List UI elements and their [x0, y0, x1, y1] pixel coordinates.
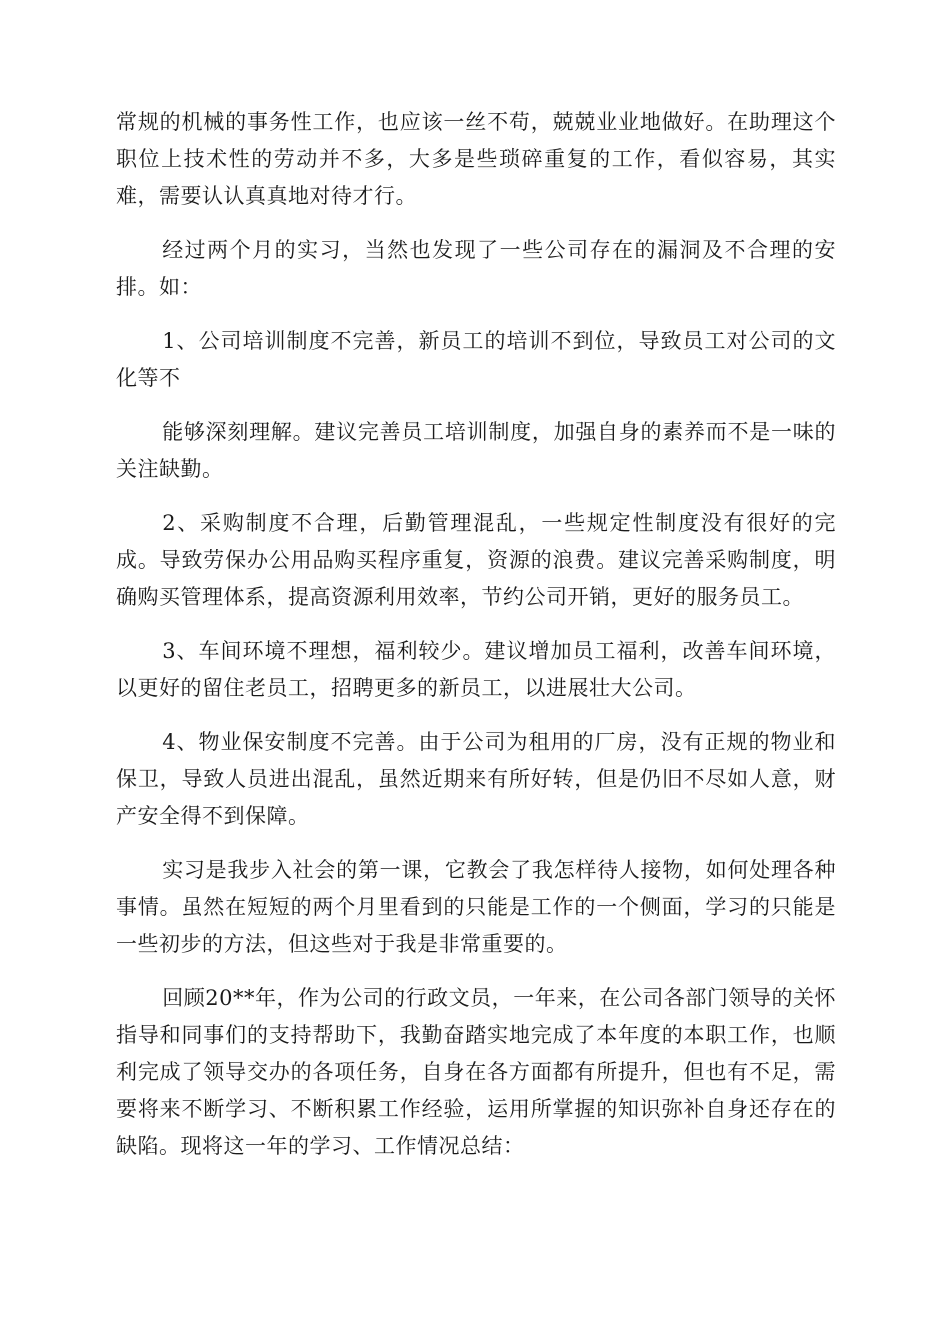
paragraph: 经过两个月的实习，当然也发现了一些公司存在的漏洞及不合理的安排。如：: [116, 238, 836, 299]
paragraph: 常规的机械的事务性工作，也应该一丝不苟，兢兢业业地做好。在助理这个职位上技术性的劳动并不多，大多是些琐碎重复的工作，看似容易，其实难，需要认认真真地对待才行。: [116, 110, 836, 208]
paragraph: 实习是我步入社会的第一课，它教会了我怎样待人接物，如何处理各种事情。虽然在短短的两个月里看到的只能是工作的一个侧面，学习的只能是一些初步的方法，但这些对于我是非常重要的。: [116, 858, 836, 956]
paragraph: 3、车间环境不理想，福利较少。建议增加员工福利，改善车间环境，以更好的留住老员工，招聘更多的新员工，以进展壮大公司。: [116, 639, 836, 700]
paragraph: 1、公司培训制度不完善，新员工的培训不到位，导致员工对公司的文化等不: [116, 329, 836, 390]
paragraph: 4、物业保安制度不完善。由于公司为租用的厂房，没有正规的物业和保卫，导致人员进出混乱，虽然近期来有所好转，但是仍旧不尽如人意，财产安全得不到保障。: [116, 730, 836, 828]
paragraph: 回顾20**年，作为公司的行政文员，一年来，在公司各部门领导的关怀指导和同事们的支持帮助下，我勤奋踏实地完成了本年度的本职工作，也顺利完成了领导交办的各项任务，自身在各方面都有所提升，但也有不足，需要将来不断学习、不断积累工作经验，运用所掌握的知识弥补自身还存在的缺陷。现将这一年的学习、工作情况总结：: [116, 986, 836, 1158]
paragraph: 2、采购制度不合理，后勤管理混乱，一些规定性制度没有很好的完成。导致劳保办公用品购买程序重复，资源的浪费。建议完善采购制度，明确购买管理体系，提高资源利用效率，节约公司开销，更好的服务员工。: [116, 511, 836, 609]
paragraph: 能够深刻理解。建议完善员工培训制度，加强自身的素养而不是一味的关注缺勤。: [116, 420, 836, 481]
document-body: [116, 104, 836, 1182]
